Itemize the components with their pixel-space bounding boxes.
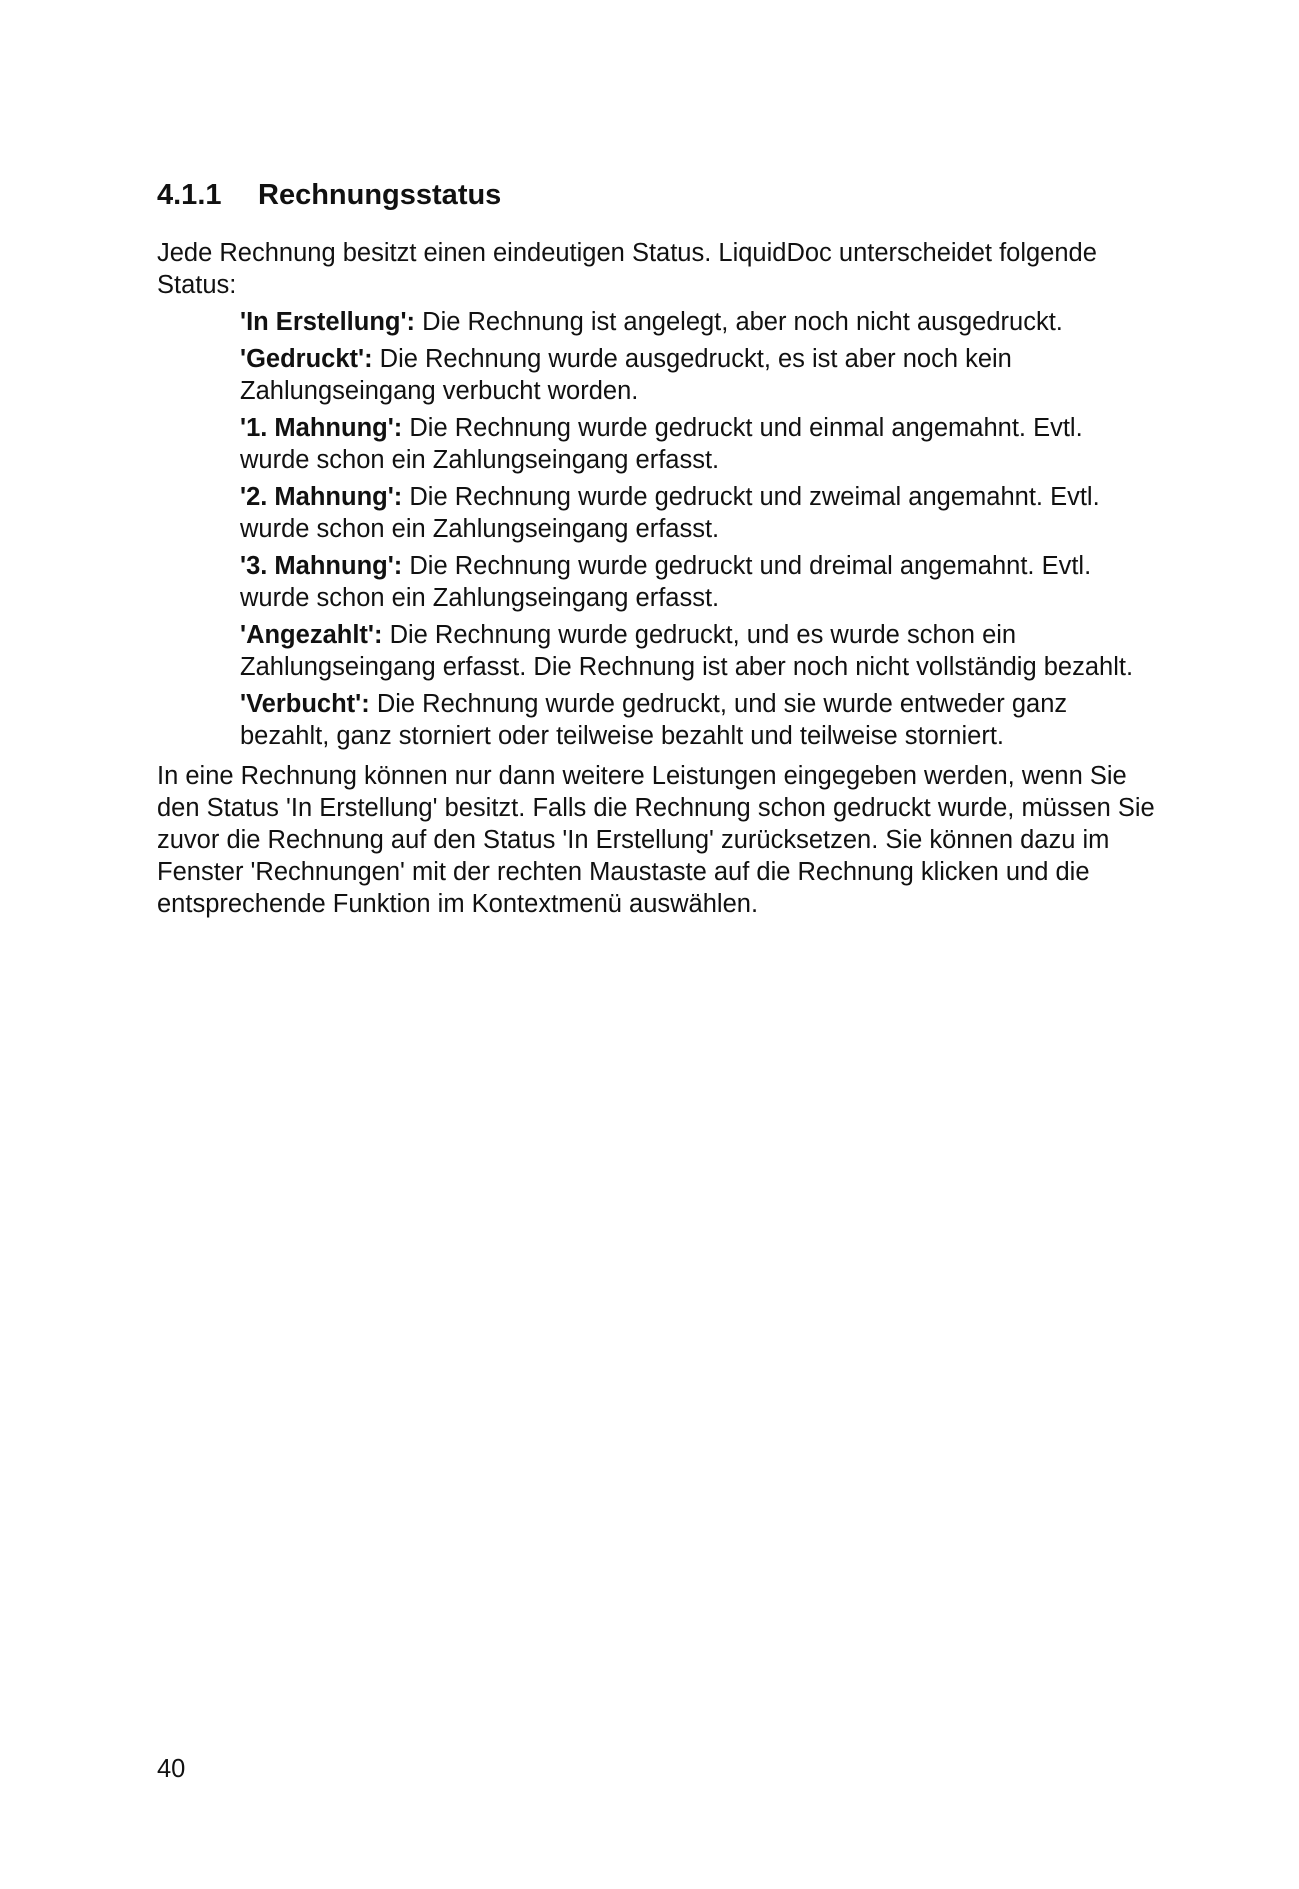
status-term: 'Angezahlt':	[240, 621, 383, 649]
body-paragraph: In eine Rechnung können nur dann weitere Leistungen eingegeben werden, wenn Sie den Status 'In Erstellung' besitzt. Falls die Rechnung schon gedruckt wurde, müssen Sie zuvor die Rechnung auf den Status 'In Erstellung' zurücksetzen. Sie können dazu im Fenster 'Rechnungen' mit der rechten Maustaste auf die Rechnung klicken und die entsprechende Funktion im Kontextmenü auswählen.	[157, 762, 1155, 918]
status-description: Die Rechnung wurde gedruckt und zweimal angemahnt. Evtl. wurde schon ein Zahlungseingang erfasst.	[240, 483, 1100, 543]
status-term: '2. Mahnung':	[240, 483, 403, 511]
status-term: 'Gedruckt':	[240, 345, 373, 373]
status-term: '1. Mahnung':	[240, 414, 403, 442]
status-description: Die Rechnung wurde gedruckt, und sie wurde entweder ganz bezahlt, ganz storniert oder teilweise bezahlt und teilweise storniert.	[240, 690, 1068, 750]
status-description: Die Rechnung ist angelegt, aber noch nicht ausgedruckt.	[422, 308, 1063, 336]
section-title: Rechnungsstatus	[258, 179, 502, 211]
status-term: 'Verbucht':	[240, 690, 370, 718]
intro-paragraph: Jede Rechnung besitzt einen eindeutigen Status. LiquidDoc unterscheidet folgende Status:	[157, 239, 1097, 299]
status-description: Die Rechnung wurde gedruckt, und es wurde schon ein Zahlungseingang erfasst. Die Rechnung ist aber noch nicht vollständig bezahlt.	[240, 621, 1134, 681]
status-item-verbucht	[240, 688, 1157, 752]
status-description: Die Rechnung wurde gedruckt und dreimal angemahnt. Evtl. wurde schon ein Zahlungseingang erfasst.	[240, 552, 1092, 612]
status-item-gedruckt	[240, 343, 1157, 407]
section-heading	[157, 178, 501, 212]
section-content	[157, 237, 1157, 920]
section-number: 4.1.1	[157, 179, 222, 211]
page-number: 40	[157, 1755, 186, 1783]
status-item-3-mahnung	[240, 550, 1157, 614]
status-description: Die Rechnung wurde gedruckt und einmal angemahnt. Evtl. wurde schon ein Zahlungseingang erfasst.	[240, 414, 1083, 474]
status-description: Die Rechnung wurde ausgedruckt, es ist aber noch kein Zahlungseingang verbucht worden.	[240, 345, 1012, 405]
status-item-1-mahnung	[240, 412, 1157, 476]
status-item-in-erstellung	[240, 306, 1157, 338]
status-term: '3. Mahnung':	[240, 552, 403, 580]
status-term: 'In Erstellung':	[240, 308, 416, 336]
status-item-angezahlt	[240, 619, 1157, 683]
status-list	[240, 306, 1157, 752]
status-item-2-mahnung	[240, 481, 1157, 545]
